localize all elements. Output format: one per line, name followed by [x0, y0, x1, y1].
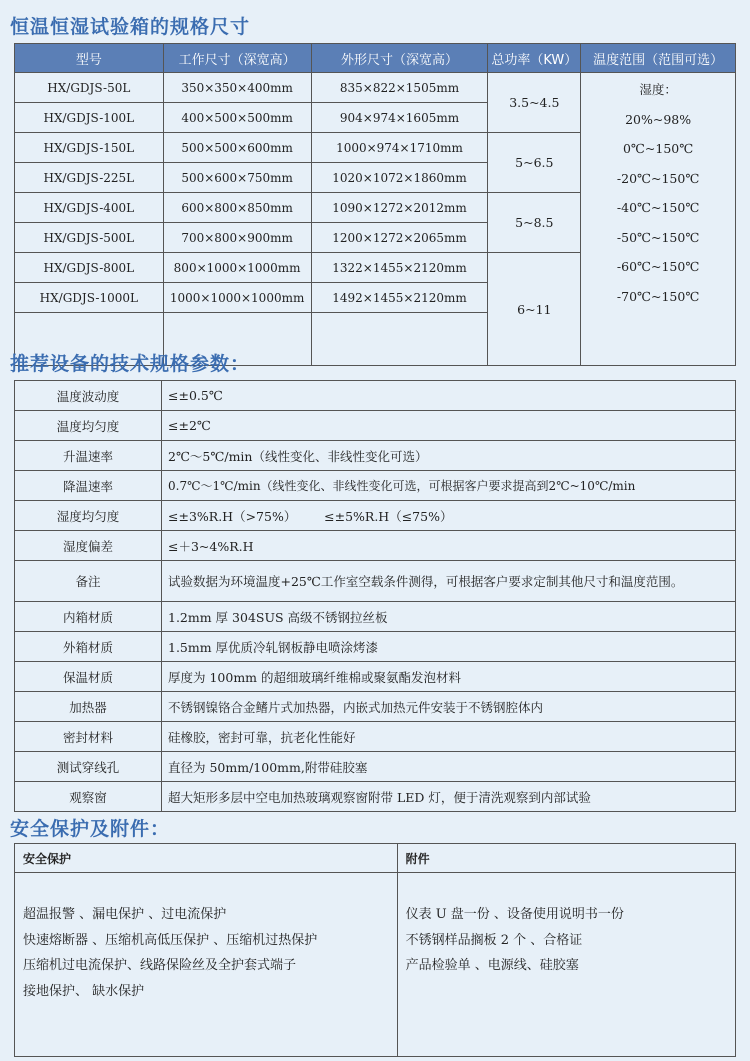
table-row	[15, 632, 736, 662]
outer-size-cell: 904×974×1605mm	[311, 103, 488, 133]
outer-size-cell: 1020×1072×1860mm	[311, 163, 488, 193]
spec-value: 不锈钢镍铬合金鳍片式加热器，内嵌式加热元件安装于不锈钢腔体内	[162, 692, 736, 722]
table-row	[15, 441, 736, 471]
temp-range-item: 20%~98%	[625, 111, 692, 127]
model-cell: HX/GDJS-50L	[15, 73, 164, 103]
header-work-size: 工作尺寸（深宽高）	[163, 44, 311, 73]
table-row	[15, 752, 736, 782]
table-row	[15, 692, 736, 722]
outer-size-cell: 835×822×1505mm	[311, 73, 488, 103]
table-row	[15, 531, 736, 561]
list-item: 仪表 U 盘一份 、设备使用说明书一份	[405, 907, 624, 922]
work-size-cell: 400×500×500mm	[163, 103, 311, 133]
table-row	[15, 602, 736, 632]
spec-value: 1.2mm 厚 304SUS 高级不锈钢拉丝板	[162, 602, 736, 632]
work-size-cell: 350×350×400mm	[163, 73, 311, 103]
model-cell: HX/GDJS-150L	[15, 133, 164, 163]
spec-value: 0.7℃～1℃/min（线性变化、非线性变化可选，可根据客户要求提高到2℃~10℃/min	[162, 471, 736, 501]
work-size-cell: 500×600×750mm	[163, 163, 311, 193]
accessory-list	[397, 873, 735, 1057]
table-row	[15, 662, 736, 692]
header-temp-range: 温度范围（范围可选）	[581, 44, 736, 73]
temp-range-item: -70℃~150℃	[616, 288, 700, 304]
temp-range-item: -50℃~150℃	[616, 229, 700, 245]
power-cell: 6~11	[488, 253, 581, 366]
model-cell: HX/GDJS-225L	[15, 163, 164, 193]
header-accessory: 附件	[397, 844, 735, 873]
table-header-row	[15, 844, 736, 873]
spec-label: 外箱材质	[15, 632, 162, 662]
temp-range-cell	[581, 73, 736, 366]
work-size-cell: 800×1000×1000mm	[163, 253, 311, 283]
outer-size-cell: 1492×1455×2120mm	[311, 283, 488, 313]
work-size-cell: 500×500×600mm	[163, 133, 311, 163]
model-cell: HX/GDJS-500L	[15, 223, 164, 253]
size-spec-table	[14, 43, 736, 366]
spec-label: 测试穿线孔	[15, 752, 162, 782]
list-item: 快速熔断器 、压缩机高低压保护 、压缩机过热保护	[23, 932, 318, 948]
model-cell: HX/GDJS-1000L	[15, 283, 164, 313]
list-item: 压缩机过电流保护、线路保险丝及全护套式端子	[23, 958, 297, 973]
table-row	[15, 561, 736, 602]
outer-size-cell: 1200×1272×2065mm	[311, 223, 488, 253]
list-item: 不锈钢样品搁板 2 个 、合格证	[405, 932, 583, 948]
list-item: 超温报警 、漏电保护 、过电流保护	[23, 907, 227, 922]
temp-range-item: -60℃~150℃	[616, 259, 700, 274]
spec-label: 温度均匀度	[15, 411, 162, 441]
table-header-row	[15, 44, 736, 73]
work-size-cell: 700×800×900mm	[163, 223, 311, 253]
temp-range-item: 0℃~150℃	[622, 141, 694, 156]
header-power: 总功率（KW）	[488, 44, 581, 73]
safety-title: 安全保护及附件：	[10, 818, 171, 840]
list-item: 产品检验单 、电源线、硅胶塞	[405, 958, 579, 973]
spec-label: 降温速率	[15, 471, 162, 501]
power-cell: 5~8.5	[488, 193, 581, 253]
spec-label: 加热器	[15, 692, 162, 722]
spec-value: 试验数据为环境温度+25℃工作室空载条件测得，可根据客户要求定制其他尺寸和温度范围。	[162, 561, 736, 602]
spec-label: 温度波动度	[15, 381, 162, 411]
table-row	[15, 411, 736, 441]
list-item: 接地保护、 缺水保护	[23, 983, 145, 999]
temp-range-item: -20℃~150℃	[616, 170, 700, 186]
outer-size-cell: 1000×974×1710mm	[311, 133, 488, 163]
spec-value: 2℃～5℃/min（线性变化、非线性变化可选）	[162, 441, 736, 471]
outer-size-cell: 1322×1455×2120mm	[311, 253, 488, 283]
spec-value: 硅橡胶，密封可靠，抗老化性能好	[162, 722, 736, 752]
spec-label: 密封材料	[15, 722, 162, 752]
spec-value: 厚度为 100mm 的超细玻璃纤维棉或聚氨酯发泡材料	[162, 662, 736, 692]
spec-value: 超大矩形多层中空电加热玻璃观察窗附带 LED 灯，便于清洗观察到内部试验	[162, 782, 736, 812]
table-row	[15, 782, 736, 812]
header-model: 型号	[15, 44, 164, 73]
spec-value: 直径为 50mm/100mm,附带硅胶塞	[162, 752, 736, 782]
spec-label: 升温速率	[15, 441, 162, 471]
humidity-label: 湿度：	[639, 82, 677, 97]
spec-label: 保温材质	[15, 662, 162, 692]
safety-accessory-table	[14, 843, 736, 1057]
spec-label: 观察窗	[15, 782, 162, 812]
spec-label: 备注	[15, 561, 162, 602]
spec-value: ≤±2℃	[162, 411, 736, 441]
tech-spec-table	[14, 380, 736, 812]
table-row	[15, 873, 736, 1057]
model-cell: HX/GDJS-800L	[15, 253, 164, 283]
table-row	[15, 501, 736, 531]
outer-size-cell	[311, 313, 488, 366]
table-row	[15, 381, 736, 411]
work-size-cell: 600×800×850mm	[163, 193, 311, 223]
header-outer-size: 外形尺寸（深宽高）	[311, 44, 488, 73]
table-row	[15, 722, 736, 752]
spec-label: 内箱材质	[15, 602, 162, 632]
table-row	[15, 73, 736, 103]
model-cell: HX/GDJS-400L	[15, 193, 164, 223]
safety-list	[15, 873, 398, 1057]
spec-label: 湿度偏差	[15, 531, 162, 561]
outer-size-cell: 1090×1272×2012mm	[311, 193, 488, 223]
model-cell: HX/GDJS-100L	[15, 103, 164, 133]
spec-value: ≤±3%R.H（>75%） ≤±5%R.H（≤75%）	[162, 501, 736, 531]
spec-label: 湿度均匀度	[15, 501, 162, 531]
power-cell: 3.5~4.5	[488, 73, 581, 133]
table-row	[15, 471, 736, 501]
header-safety: 安全保护	[15, 844, 398, 873]
tech-spec-title: 推荐设备的技术规格参数：	[10, 353, 251, 375]
spec-title: 恒温恒湿试验箱的规格尺寸	[10, 16, 251, 38]
work-size-cell: 1000×1000×1000mm	[163, 283, 311, 313]
spec-value: 1.5mm 厚优质冷轧钢板静电喷涂烤漆	[162, 632, 736, 662]
power-cell: 5~6.5	[488, 133, 581, 193]
spec-value: ≤±0.5℃	[162, 381, 736, 411]
temp-range-item: -40℃~150℃	[616, 200, 700, 215]
spec-value: ≤＋3~4%R.H	[162, 531, 736, 561]
